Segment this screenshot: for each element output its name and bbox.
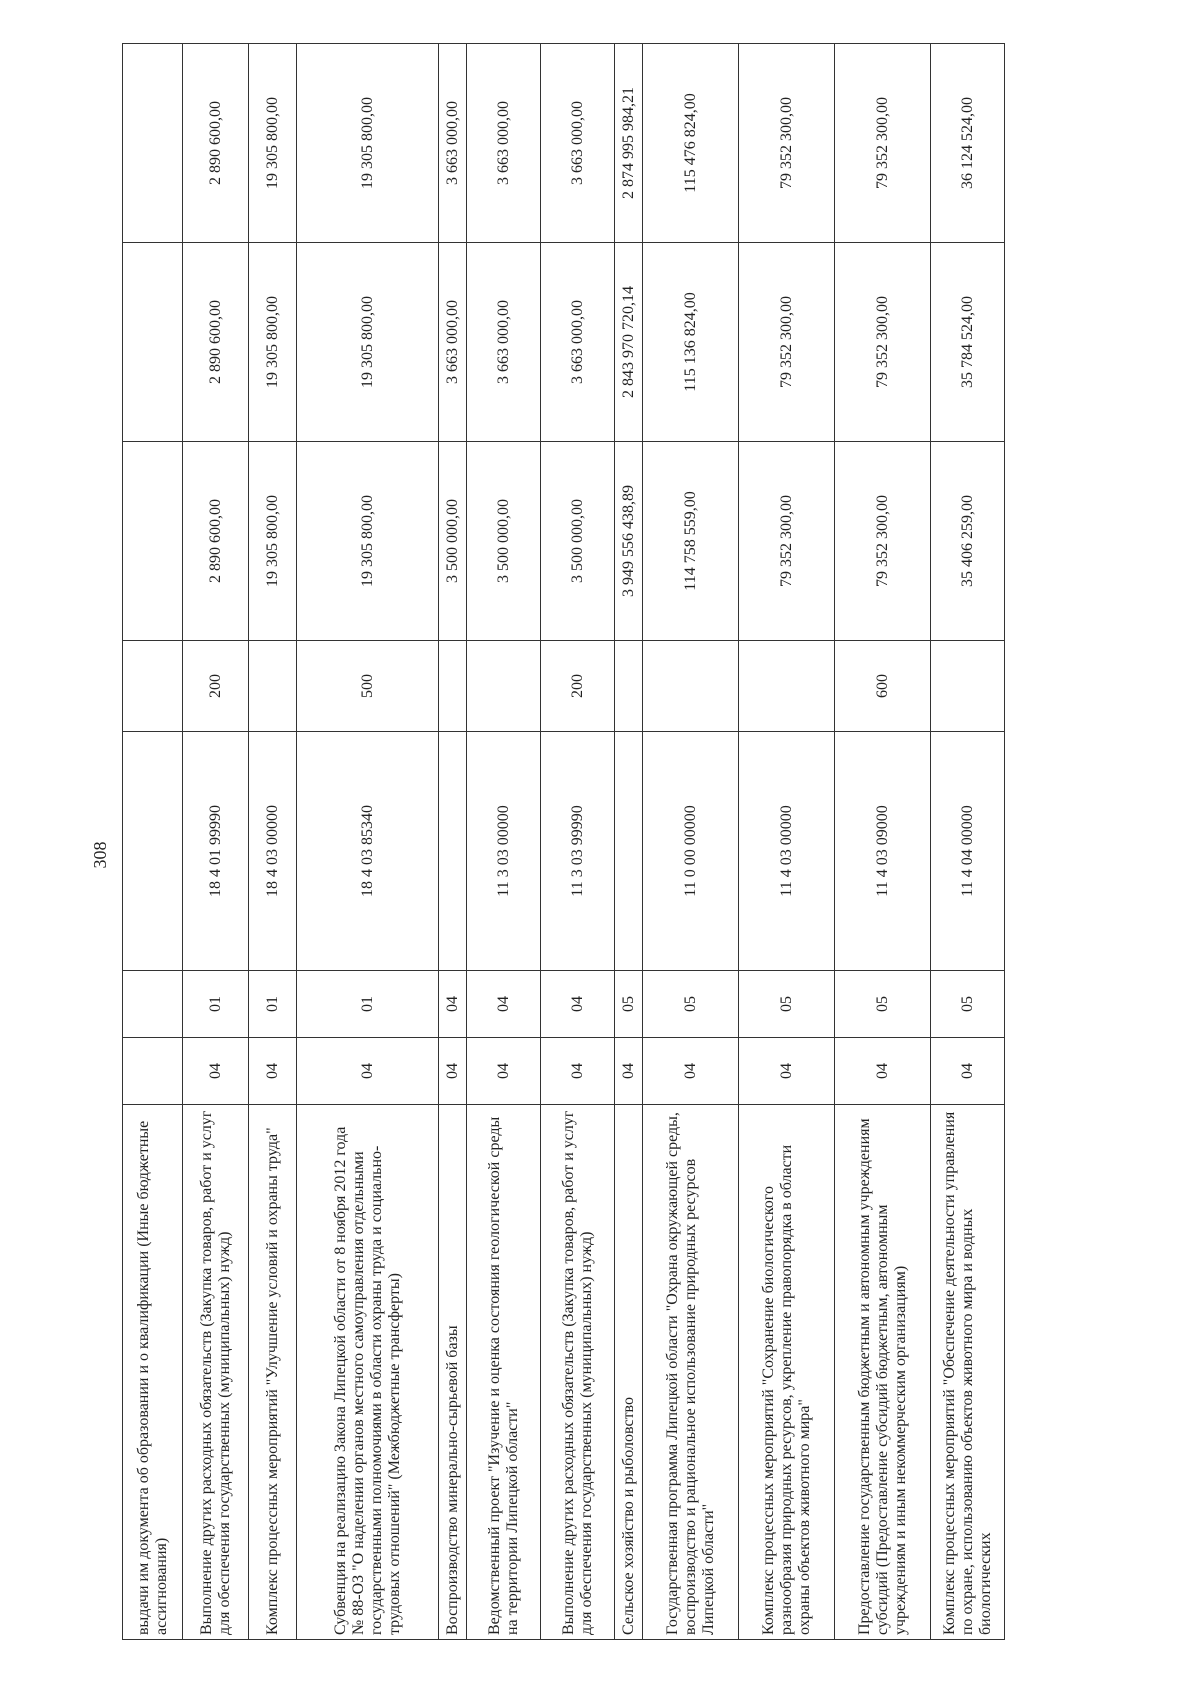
amount-year-3: 79 352 300,00 [739, 44, 835, 243]
amount-year-3 [123, 44, 183, 243]
amount-year-2: 3 663 000,00 [439, 243, 467, 442]
amount-year-2: 19 305 800,00 [249, 243, 297, 442]
row-name: Комплекс процессных мероприятий "Обеспечение деятельности управления по охране, использованию объектов животного мира и водных биологических [931, 1105, 1005, 1640]
expense-type-code: 500 [297, 641, 439, 732]
row-name: Выполнение других расходных обязательств (Закупка товаров, работ и услуг для обеспечения государственных (муниципальных) нужд) [541, 1105, 615, 1640]
expense-type-code [739, 641, 835, 732]
rotated-page-content [122, 43, 1005, 1640]
section-code: 04 [739, 1038, 835, 1105]
amount-year-1: 3 949 556 438,89 [615, 442, 643, 641]
row-name: Комплекс процессных мероприятий "Сохранение биологического разнообразия природных ресурсов, укрепление правопорядка в области охраны объектов животного мира" [739, 1105, 835, 1640]
table-row [615, 44, 643, 1640]
table-row [123, 44, 183, 1640]
amount-year-2: 19 305 800,00 [297, 243, 439, 442]
row-name: выдачи им документа об образовании и о квалификации (Иные бюджетные ассигнования) [123, 1105, 183, 1640]
amount-year-1: 3 500 000,00 [439, 442, 467, 641]
amount-year-2: 115 136 824,00 [643, 243, 739, 442]
expense-type-code [615, 641, 643, 732]
target-article-code [123, 732, 183, 971]
row-name: Предоставление государственным бюджетным и автономным учреждениям субсидий (Предоставление субсидий бюджетным, автономным учреждениям и иным некоммерческим организациям) [835, 1105, 931, 1640]
amount-year-3: 3 663 000,00 [467, 44, 541, 243]
target-article-code: 11 4 03 09000 [835, 732, 931, 971]
amount-year-1: 2 890 600,00 [183, 442, 249, 641]
section-code: 04 [541, 1038, 615, 1105]
section-code: 04 [297, 1038, 439, 1105]
subsection-code: 04 [467, 971, 541, 1038]
expense-type-code: 200 [541, 641, 615, 732]
table-row [931, 44, 1005, 1640]
subsection-code: 04 [541, 971, 615, 1038]
amount-year-1: 3 500 000,00 [467, 442, 541, 641]
subsection-code: 01 [183, 971, 249, 1038]
table-row [297, 44, 439, 1640]
expense-type-code [439, 641, 467, 732]
row-name: Государственная программа Липецкой области "Охрана окружающей среды, воспроизводство и рациональное использование природных ресурсов Липецкой области" [643, 1105, 739, 1640]
amount-year-3: 2 874 995 984,21 [615, 44, 643, 243]
amount-year-1: 19 305 800,00 [297, 442, 439, 641]
target-article-code: 11 4 04 00000 [931, 732, 1005, 971]
row-name: Выполнение других расходных обязательств (Закупка товаров, работ и услуг для обеспечения государственных (муниципальных) нужд) [183, 1105, 249, 1640]
target-article-code: 11 0 00 00000 [643, 732, 739, 971]
target-article-code: 11 4 03 00000 [739, 732, 835, 971]
amount-year-3: 36 124 524,00 [931, 44, 1005, 243]
subsection-code: 05 [739, 971, 835, 1038]
target-article-code [439, 732, 467, 971]
subsection-code [123, 971, 183, 1038]
expense-type-code [123, 641, 183, 732]
expense-type-code: 600 [835, 641, 931, 732]
amount-year-1: 79 352 300,00 [739, 442, 835, 641]
target-article-code: 11 3 03 00000 [467, 732, 541, 971]
page-number: 308 [90, 841, 110, 869]
amount-year-3: 3 663 000,00 [439, 44, 467, 243]
table-row [541, 44, 615, 1640]
table-row [249, 44, 297, 1640]
amount-year-1 [123, 442, 183, 641]
amount-year-2: 79 352 300,00 [835, 243, 931, 442]
table-row [739, 44, 835, 1640]
target-article-code: 18 4 03 85340 [297, 732, 439, 971]
amount-year-1: 3 500 000,00 [541, 442, 615, 641]
row-name: Комплекс процессных мероприятий "Улучшение условий и охраны труда" [249, 1105, 297, 1640]
amount-year-1: 114 758 559,00 [643, 442, 739, 641]
section-code: 04 [249, 1038, 297, 1105]
subsection-code: 01 [297, 971, 439, 1038]
expense-type-code [249, 641, 297, 732]
amount-year-2: 35 784 524,00 [931, 243, 1005, 442]
target-article-code: 18 4 03 00000 [249, 732, 297, 971]
expense-type-code [467, 641, 541, 732]
section-code: 04 [439, 1038, 467, 1105]
target-article-code: 11 3 03 99990 [541, 732, 615, 971]
expense-type-code [643, 641, 739, 732]
target-article-code [615, 732, 643, 971]
row-name: Сельское хозяйство и рыболовство [615, 1105, 643, 1640]
amount-year-3: 79 352 300,00 [835, 44, 931, 243]
table-row [183, 44, 249, 1640]
subsection-code: 05 [835, 971, 931, 1038]
section-code [123, 1038, 183, 1105]
amount-year-3: 19 305 800,00 [249, 44, 297, 243]
section-code: 04 [931, 1038, 1005, 1105]
section-code: 04 [643, 1038, 739, 1105]
amount-year-2: 2 843 970 720,14 [615, 243, 643, 442]
table-row [835, 44, 931, 1640]
subsection-code: 05 [931, 971, 1005, 1038]
subsection-code: 04 [439, 971, 467, 1038]
row-name: Субвенция на реализацию Закона Липецкой области от 8 ноября 2012 года № 88-ОЗ "О наделении органов местного самоуправления отдельными государственными полномочиями в области охраны труда и социально-трудовых отношений" (Межбюджетные трансферты) [297, 1105, 439, 1640]
budget-table [122, 43, 1005, 1640]
amount-year-2: 3 663 000,00 [467, 243, 541, 442]
amount-year-3: 2 890 600,00 [183, 44, 249, 243]
amount-year-1: 19 305 800,00 [249, 442, 297, 641]
amount-year-3: 3 663 000,00 [541, 44, 615, 243]
row-name: Воспроизводство минерально-сырьевой базы [439, 1105, 467, 1640]
table-row [467, 44, 541, 1640]
amount-year-2: 2 890 600,00 [183, 243, 249, 442]
table-row [643, 44, 739, 1640]
subsection-code: 05 [643, 971, 739, 1038]
section-code: 04 [615, 1038, 643, 1105]
subsection-code: 05 [615, 971, 643, 1038]
amount-year-2: 79 352 300,00 [739, 243, 835, 442]
section-code: 04 [183, 1038, 249, 1105]
expense-type-code [931, 641, 1005, 732]
amount-year-3: 115 476 824,00 [643, 44, 739, 243]
expense-type-code: 200 [183, 641, 249, 732]
target-article-code: 18 4 01 99990 [183, 732, 249, 971]
table-row [439, 44, 467, 1640]
amount-year-2: 3 663 000,00 [541, 243, 615, 442]
row-name: Ведомственный проект "Изучение и оценка состояния геологической среды на территории Липецкой области" [467, 1105, 541, 1640]
subsection-code: 01 [249, 971, 297, 1038]
amount-year-1: 35 406 259,00 [931, 442, 1005, 641]
section-code: 04 [835, 1038, 931, 1105]
section-code: 04 [467, 1038, 541, 1105]
amount-year-3: 19 305 800,00 [297, 44, 439, 243]
amount-year-1: 79 352 300,00 [835, 442, 931, 641]
amount-year-2 [123, 243, 183, 442]
